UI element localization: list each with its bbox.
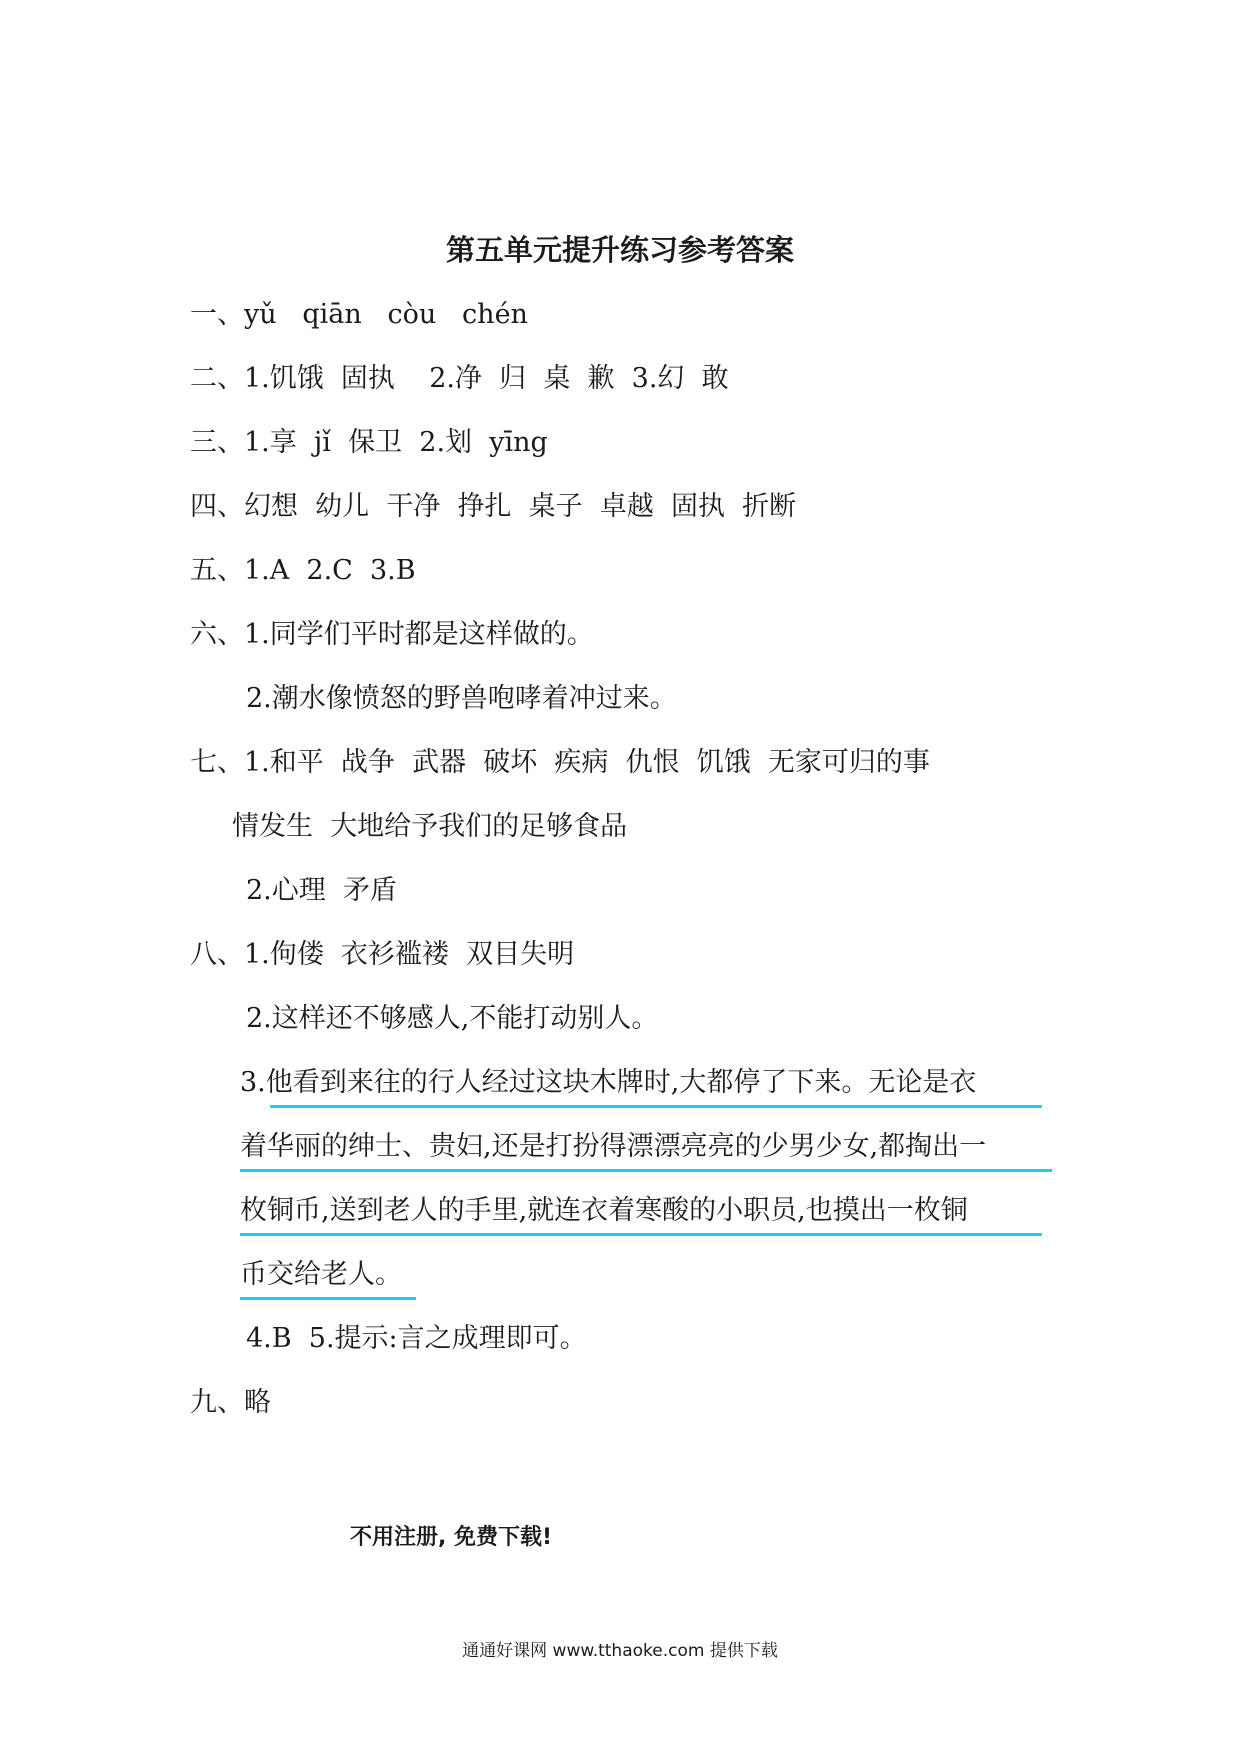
highlight-underline [240, 1297, 416, 1300]
answer-line: 2.这样还不够感人,不能打动别人。 [246, 1003, 659, 1034]
answer-line: 3.他看到来往的行人经过这块木牌时,大都停了下来。无论是衣 [240, 1067, 977, 1098]
answer-line: 六、1.同学们平时都是这样做的。 [190, 619, 594, 650]
answer-line: 着华丽的绅士、贵妇,还是打扮得漂漂亮亮的少男少女,都掏出一 [240, 1131, 987, 1162]
footer-text: 通通好课网 www.tthaoke.com 提供下载 [462, 1641, 778, 1661]
answer-line: 三、1.享 jǐ 保卫 2.划 yīng [190, 427, 548, 458]
highlight-underline [240, 1233, 1042, 1236]
answer-line: 四、幻想 幼儿 干净 挣扎 桌子 卓越 固执 折断 [190, 491, 797, 522]
answer-line: 情发生 大地给予我们的足够食品 [232, 811, 628, 842]
answer-line: 币交给老人。 [240, 1259, 402, 1290]
answer-line: 九、略 [190, 1387, 271, 1418]
promo-text: 不用注册, 免费下载! [350, 1525, 553, 1550]
page-title: 第五单元提升练习参考答案 [445, 233, 794, 267]
answer-line: 2.心理 矛盾 [246, 875, 397, 906]
answer-line: 七、1.和平 战争 武器 破坏 疾病 仇恨 饥饿 无家可归的事 [190, 747, 930, 778]
answer-line: 2.潮水像愤怒的野兽咆哮着冲过来。 [246, 683, 677, 714]
answer-line: 五、1.A 2.C 3.B [190, 555, 416, 586]
highlight-underline [240, 1169, 1052, 1172]
answer-line: 枚铜币,送到老人的手里,就连衣着寒酸的小职员,也摸出一枚铜 [240, 1195, 968, 1226]
highlight-underline [270, 1105, 1042, 1108]
answer-line: 二、1.饥饿 固执 2.净 归 桌 歉 3.幻 敢 [190, 363, 729, 394]
answer-line: 八、1.佝偻 衣衫褴褛 双目失明 [190, 939, 575, 970]
answer-line: 4.B 5.提示:言之成理即可。 [246, 1323, 587, 1354]
answer-line: 一、yǔ qiān còu chén [190, 299, 528, 330]
